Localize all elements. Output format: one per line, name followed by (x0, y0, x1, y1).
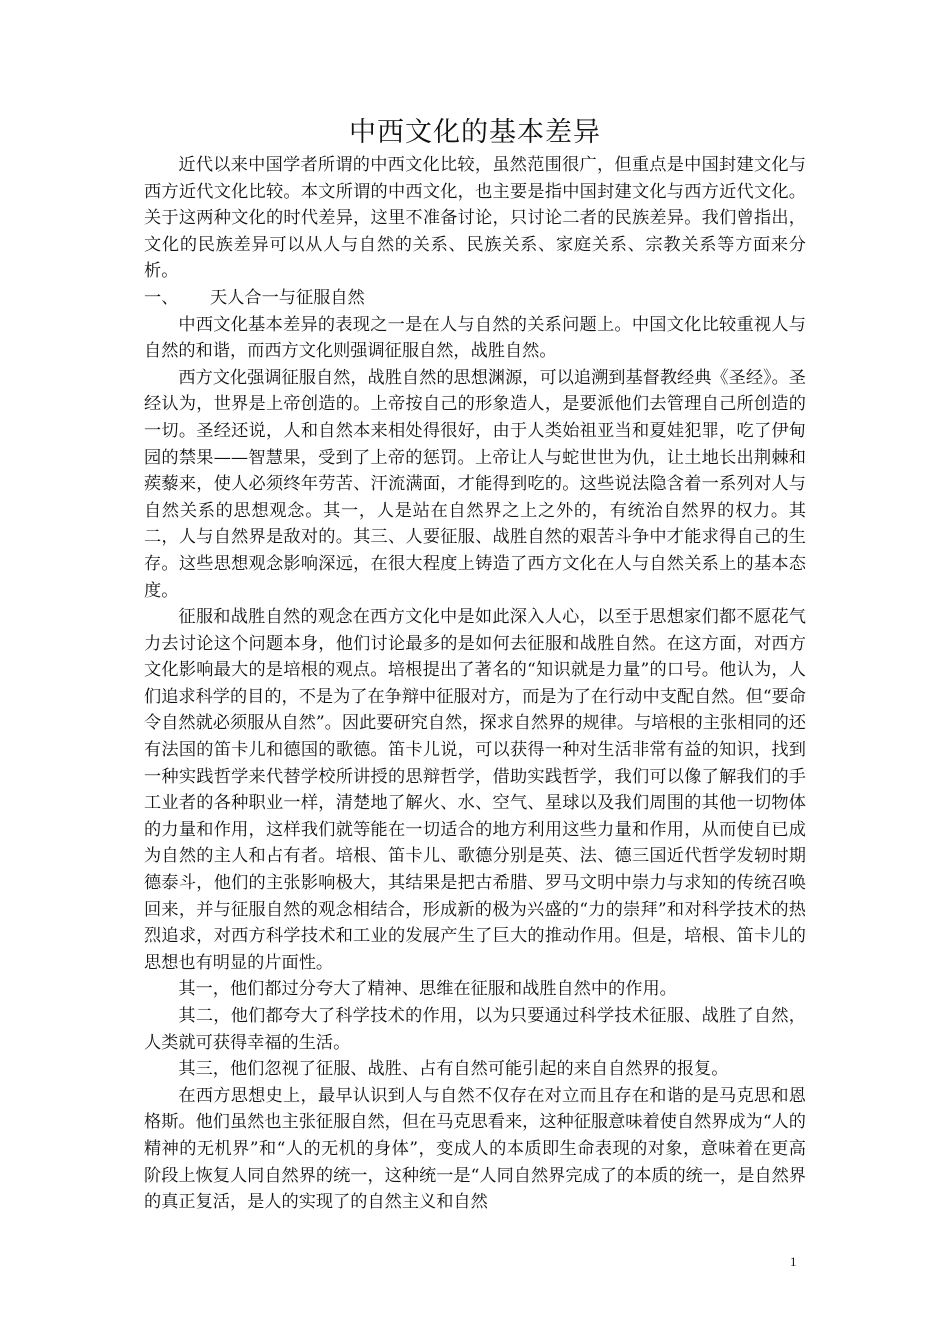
paragraph: 在西方思想史上，最早认识到人与自然不仅存在对立而且存在和谐的是马克思和恩格斯。他们虽然也主张征服自然，但在马克思看来，这种征服意味着使自然界成为“人的精神的无机界”和“人的无机的身体”，变成人的本质即生命表现的对象，意味着在更高阶段上恢复人同自然界的统一，这种统一是“人同自然界完成了的本质的统一，是自然界的真正复活，是人的实现了的自然主义和自然 (144, 1085, 806, 1213)
paragraph-intro: 近代以来中国学者所谓的中西文化比较，虽然范围很广，但重点是中国封建文化与西方近代文化比较。本文所谓的中西文化，也主要是指中国封建文化与西方近代文化。关于这两种文化的时代差异，这里不准备讨论，只讨论二者的民族差异。我们曾指出，文化的民族差异可以从人与自然的关系、民族关系、家庭关系、宗教关系等方面来分析。 (144, 155, 806, 282)
document-body (144, 152, 806, 1216)
paragraph: 其二，他们都夸大了科学技术的作用，以为只要通过科学技术征服、战胜了自然，人类就可获得幸福的生活。 (144, 1006, 806, 1053)
document-title: 中西文化的基本差异 (349, 117, 601, 148)
paragraph: 征服和战胜自然的观念在西方文化中是如此深入人心，以至于思想家们都不愿花气力去讨论这个问题本身，他们讨论最多的是如何去征服和战胜自然。在这方面，对西方文化影响最大的是培根的观点。培根提出了著名的“知识就是力量”的口号。他认为，人们追求科学的目的，不是为了在争辩中征服对方，而是为了在行动中支配自然。但“要命令自然就必须服从自然”。因此要研究自然，探求自然界的规律。与培根的主张相同的还有法国的笛卡儿和德国的歌德。笛卡儿说，可以获得一种对生活非常有益的知识，找到一种实践哲学来代替学校所讲授的思辩哲学，借助实践哲学，我们可以像了解我们的手工业者的各种职业一样，清楚地了解火、水、空气、星球以及我们周围的其他一切物体的力量和作用，这样我们就等能在一切适合的地方利用这些力量和作用，从而使自已成为自然的主人和占有者。培根、笛卡儿、歌德分别是英、法、德三国近代哲学发轫时期德泰斗，他们的主张影响极大，其结果是把古希腊、罗马文明中崇力与求知的传统召唤回来，并与征服自然的观念相结合，形成新的极为兴盛的“力的崇拜”和对科学技术的热烈追求，对西方科学技术和工业的发展产生了巨大的推动作用。但是，培根、笛卡儿的思想也有明显的片面性。 (144, 607, 806, 973)
paragraph: 其一，他们都过分夸大了精神、思维在征服和战胜自然中的作用。 (178, 979, 677, 1000)
section-title: 天人合一与征服自然 (210, 287, 365, 308)
paragraph: 其三，他们忽视了征服、战胜、占有自然可能引起的来自自然界的报复。 (178, 1059, 729, 1080)
paragraph: 中西文化基本差异的表现之一是在人与自然的关系问题上。中国文化比较重视人与自然的和谐，而西方文化则强调征服自然，战胜自然。 (144, 314, 806, 362)
section-heading (144, 285, 806, 312)
page-number: 1 (790, 1254, 797, 1269)
paragraph: 西方文化强调征服自然，战胜自然的思想渊源，可以追溯到基督教经典《圣经》。圣经认为，世界是上帝创造的。上帝按自己的形象造人，是要派他们去管理自己所创造的一切。圣经还说，人和自然本来相处得很好，由于人类始祖亚当和夏娃犯罪，吃了伊甸园的禁果——智慧果，受到了上帝的惩罚。上帝让人与蛇世世为仇，让土地长出荆棘和蒺藜来，使人必须终年劳苦、汗流满面，才能得到吃的。这些说法隐含着一系列对人与自然关系的思想观念。其一，人是站在自然界之上之外的，有统治自然界的权力。其二，人与自然界是敌对的。其三、人要征服、战胜自然的艰苦斗争中才能求得自己的生存。这些思想观念影响深远，在很大程度上铸造了西方文化在人与自然关系上的基本态度。 (144, 367, 806, 601)
section-number: 一、 (144, 287, 179, 308)
